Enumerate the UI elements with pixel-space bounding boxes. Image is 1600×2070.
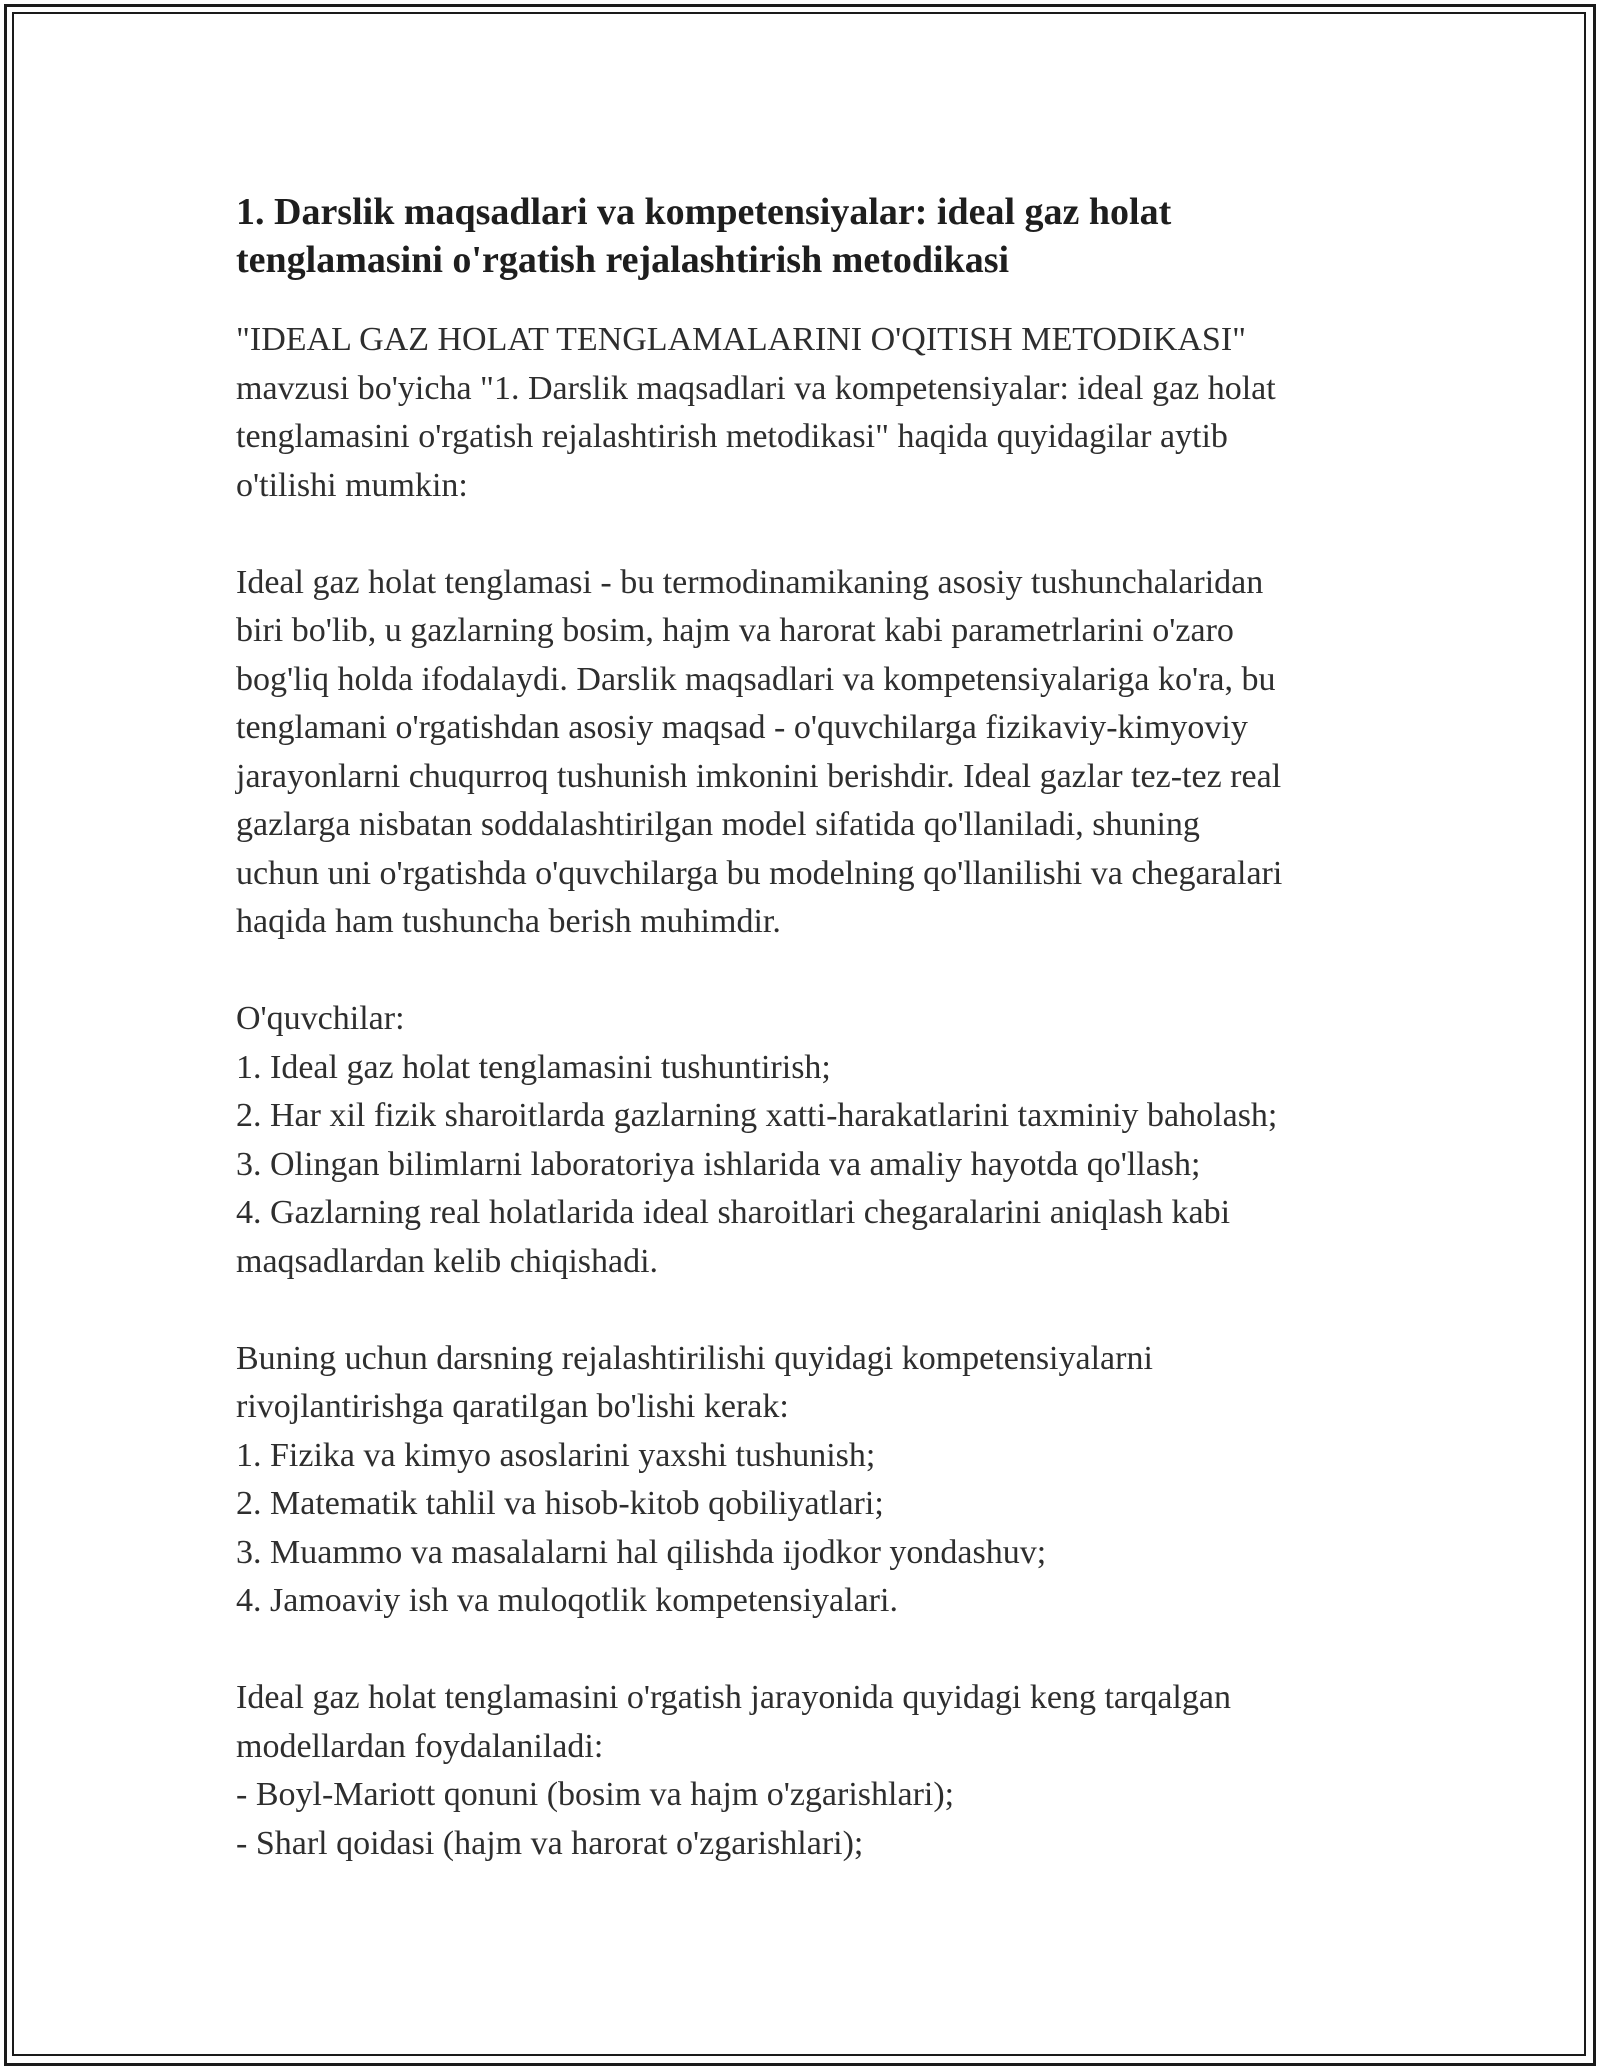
paragraph-gap (236, 1626, 1386, 1675)
intro-line: "IDEAL GAZ HOLAT TENGLAMALARINI O'QITISH METODIKASI" (236, 321, 1247, 358)
list-item: 3. Muammo va masalalarni hal qilishda ijodkor yondashuv; (236, 1533, 1047, 1571)
paragraph-gap (236, 510, 1386, 559)
document-heading (236, 188, 1386, 284)
body-line: uchun uni o'rgatishda o'quvchilarga bu modelning qo'llanilishi va chegaralari (236, 854, 1283, 892)
list-item: 2. Har xil fizik sharoitlarda gazlarning xatti-harakatlarini taxminiy baholash; (236, 1097, 1278, 1134)
body-line: bog'liq holda ifodalaydi. Darslik maqsadlari va kompetensiyalariga ko'ra, bu (236, 660, 1276, 698)
body-line: haqida ham tushuncha berish muhimdir. (236, 903, 781, 940)
heading-line: tenglamasini o'rgatish rejalashtirish metodikasi (236, 239, 1010, 281)
intro-line: o'tilishi mumkin: (236, 466, 468, 504)
list-item: 1. Ideal gaz holat tenglamasini tushuntirish; (236, 1048, 831, 1086)
body-line: rivojlantirishga qaratilgan bo'lishi kerak: (236, 1388, 789, 1425)
heading-line: 1. Darslik maqsadlari va kompetensiyalar: ideal gaz holat (236, 191, 1172, 233)
list-item: maqsadlardan kelib chiqishadi. (236, 1242, 659, 1280)
body-line: tenglamani o'rgatishdan asosiy maqsad - o'quvchilarga fizikaviy-kimyoviy (236, 709, 1248, 746)
body-line: Ideal gaz holat tenglamasi - bu termodinamikaning asosiy tushunchalaridan (236, 563, 1264, 601)
body-line: Buning uchun darsning rejalashtirilishi quyidagi kompetensiyalarni (236, 1339, 1153, 1377)
body-line: gazlarga nisbatan soddalashtirilgan model sifatida qo'llaniladi, shuning (236, 806, 1200, 843)
body-line: jarayonlarni chuqurroq tushunish imkonini berishdir. Ideal gazlar tez-tez real (236, 757, 1282, 795)
intro-line: mavzusi bo'yicha "1. Darslik maqsadlari va kompetensiyalar: ideal gaz holat (236, 369, 1276, 407)
list-heading: O'quvchilar: (236, 1000, 405, 1037)
list-item: 1. Fizika va kimyo asoslarini yaxshi tushunish; (236, 1436, 876, 1474)
list-item: 3. Olingan bilimlarni laboratoriya ishlarida va amaliy hayotda qo'llash; (236, 1145, 1201, 1183)
body-line: Ideal gaz holat tenglamasini o'rgatish jarayonida quyidagi keng tarqalgan (236, 1679, 1231, 1716)
intro-line: tenglamasini o'rgatish rejalashtirish metodikasi" haqida quyidagilar aytib (236, 418, 1228, 455)
body-line: modellardan foydalaniladi: (236, 1727, 604, 1765)
body-line: biri bo'lib, u gazlarning bosim, hajm va harorat kabi parametrlarini o'zaro (236, 612, 1234, 649)
list-item: 2. Matematik tahlil va hisob-kitob qobiliyatlari; (236, 1485, 884, 1522)
document-content (236, 188, 1386, 1868)
list-item: 4. Gazlarning real holatlarida ideal sharoitlari chegaralarini aniqlash kabi (236, 1194, 1231, 1231)
document-body (236, 316, 1386, 1868)
list-item: - Boyl-Mariott qonuni (bosim va hajm o'zgarishlari); (236, 1776, 955, 1813)
paragraph-gap (236, 947, 1386, 996)
list-item: 4. Jamoaviy ish va muloqotlik kompetensiyalari. (236, 1582, 898, 1619)
list-item: - Sharl qoidasi (hajm va harorat o'zgarishlari); (236, 1824, 864, 1862)
paragraph-gap (236, 1286, 1386, 1335)
